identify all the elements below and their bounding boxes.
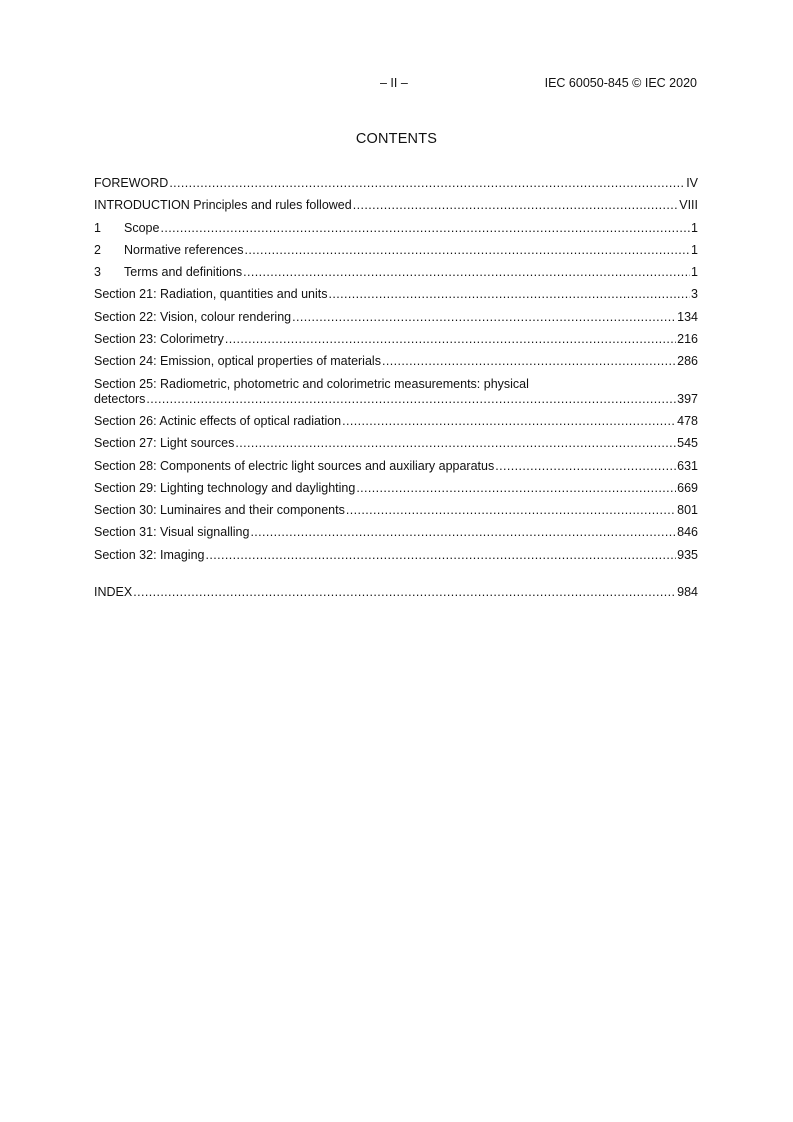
toc-entry-section-22[interactable] xyxy=(94,310,698,325)
toc-page: 286 xyxy=(677,354,698,369)
toc-label: Section 28: Components of electric light sources and auxiliary apparatus xyxy=(94,458,495,473)
page-number: – II – xyxy=(380,76,408,90)
toc-page: 545 xyxy=(677,436,698,451)
toc-leader xyxy=(146,392,676,407)
toc-label: Section 23: Colorimetry xyxy=(94,332,224,347)
toc-page: 631 xyxy=(677,458,698,473)
toc-leader xyxy=(346,503,676,518)
toc-entry-section-23[interactable] xyxy=(94,332,698,347)
toc-entry-section-21[interactable] xyxy=(94,287,698,302)
toc-leader xyxy=(169,176,685,191)
toc-leader xyxy=(133,585,676,600)
toc-leader xyxy=(382,354,676,369)
toc-page: 846 xyxy=(677,525,698,540)
toc-leader xyxy=(245,243,691,258)
toc-entry-section-27[interactable] xyxy=(94,436,698,451)
toc-page: 1 xyxy=(691,265,698,280)
toc-leader xyxy=(292,310,676,325)
toc-leader xyxy=(160,221,690,236)
document-id: IEC 60050-845 © IEC 2020 xyxy=(544,76,697,90)
toc-label: Normative references xyxy=(124,242,244,257)
toc-entry-section-30[interactable] xyxy=(94,503,698,518)
toc-leader xyxy=(225,332,676,347)
toc-page: 3 xyxy=(691,287,698,302)
toc-entry-terms-and-definitions[interactable] xyxy=(94,265,698,280)
page-header xyxy=(0,76,793,94)
toc-leader xyxy=(495,459,676,474)
toc-label: Section 22: Vision, colour rendering xyxy=(94,309,292,324)
toc-label: Section 21: Radiation, quantities and units xyxy=(94,287,328,302)
toc-entry-normative-references[interactable] xyxy=(94,243,698,258)
toc-label: INTRODUCTION Principles and rules followed xyxy=(94,198,352,213)
toc-leader xyxy=(250,525,676,540)
toc-label: Section 24: Emission, optical properties of materials xyxy=(94,354,381,369)
toc-label: Scope xyxy=(124,220,160,235)
toc-entry-section-32[interactable] xyxy=(94,548,698,563)
toc-entry-section-26[interactable] xyxy=(94,414,698,429)
toc-entry-section-31[interactable] xyxy=(94,525,698,540)
toc-entry-section-25[interactable] xyxy=(94,377,698,407)
toc-number: 1 xyxy=(94,220,101,235)
contents-title: CONTENTS xyxy=(355,131,438,147)
toc-label-line1: Section 25: Radiometric, photometric and colorimetric measurements: physical xyxy=(94,376,529,391)
toc-entry-scope[interactable] xyxy=(94,221,698,236)
toc-leader xyxy=(235,436,676,451)
toc-leader xyxy=(356,481,676,496)
toc-label: Section 27: Light sources xyxy=(94,436,235,451)
toc-entry-section-24[interactable] xyxy=(94,354,698,369)
toc-page: IV xyxy=(686,176,698,190)
toc-label: Section 26: Actinic effects of optical radiation xyxy=(94,413,342,428)
toc-page: 478 xyxy=(677,413,698,428)
toc-entry-introduction[interactable] xyxy=(94,198,698,213)
toc-leader xyxy=(243,265,690,280)
toc-page: 397 xyxy=(677,391,698,406)
toc-label: Section 32: Imaging xyxy=(94,547,205,562)
toc-leader xyxy=(206,548,677,563)
toc-page: VIII xyxy=(679,198,698,213)
toc-label: Section 31: Visual signalling xyxy=(94,525,250,540)
toc-page: 801 xyxy=(677,503,698,518)
toc-page: 1 xyxy=(691,220,698,235)
toc-label: Terms and definitions xyxy=(124,265,243,280)
toc-entry-index[interactable] xyxy=(94,585,698,600)
toc-leader xyxy=(329,287,691,302)
toc-number: 2 xyxy=(94,242,101,257)
toc-label: FOREWORD xyxy=(94,176,169,190)
toc-page: 216 xyxy=(677,332,698,347)
table-of-contents xyxy=(94,176,698,607)
toc-label: INDEX xyxy=(94,584,133,599)
toc-label: Section 29: Lighting technology and daylighting xyxy=(94,480,356,495)
toc-label: Section 30: Luminaires and their components xyxy=(94,503,345,518)
toc-number: 3 xyxy=(94,265,101,280)
toc-label-line2: detectors xyxy=(94,391,146,406)
toc-page: 134 xyxy=(677,309,698,324)
toc-page: 984 xyxy=(677,584,698,599)
toc-entry-section-28[interactable] xyxy=(94,459,698,474)
toc-leader xyxy=(342,414,676,429)
toc-page: 935 xyxy=(677,547,698,562)
toc-leader xyxy=(353,198,679,213)
toc-entry-section-29[interactable] xyxy=(94,481,698,496)
toc-page: 1 xyxy=(691,242,698,257)
toc-entry-foreword[interactable] xyxy=(94,176,698,191)
toc-page: 669 xyxy=(677,480,698,495)
